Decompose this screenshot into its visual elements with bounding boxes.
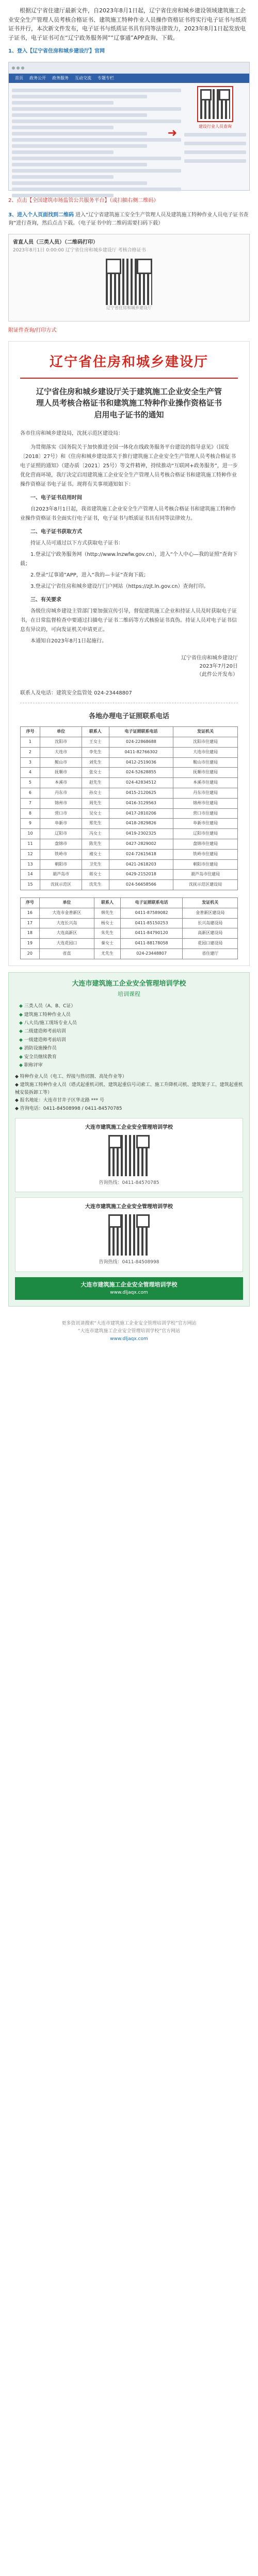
training-details xyxy=(15,1073,243,1112)
table-cell: 19 xyxy=(21,939,40,949)
document-url-item: 2.登录“辽事通”APP，进入“我的—卡证”查询下载； xyxy=(30,572,149,579)
step-3-text: 3、进入个人页面找到二维码 xyxy=(8,212,74,218)
table-cell: 周先生 xyxy=(82,798,109,808)
table-cell: 丹东市 xyxy=(40,788,82,799)
footer-url[interactable]: www.dljaqx.com xyxy=(110,1336,148,1342)
document-paragraph: 持证人员可通过以下方式获取电子证书： xyxy=(30,540,123,547)
red-link[interactable]: 附证件查询/打印方式 xyxy=(8,328,57,334)
table-row xyxy=(21,808,238,819)
table-cell: 蒋女士 xyxy=(82,870,109,880)
table-cell: 12 xyxy=(21,849,40,859)
table-row xyxy=(21,737,238,748)
table-cell: 大连高新区 xyxy=(39,928,94,939)
table-cell: 0415-2120625 xyxy=(109,788,173,799)
table-cell: 0411-88178058 xyxy=(120,939,183,949)
table-cell: 营口市住建局 xyxy=(173,808,238,819)
table-cell: 15 xyxy=(21,880,40,890)
table-cell: 0418-2829826 xyxy=(109,819,173,829)
table-row xyxy=(21,788,238,799)
table-cell: 抚顺市住建局 xyxy=(173,768,238,778)
website-label: 大连市建筑施工企业安全管理培训学校 xyxy=(80,1281,178,1288)
course-item: ◆ 建筑施工特种作业人员 xyxy=(19,1011,243,1019)
table-row xyxy=(21,928,238,939)
certificate-footer: 辽宁省住房和城乡建设厅 xyxy=(106,305,152,310)
table-row xyxy=(21,768,238,778)
course-item: ◆ 二级建造师考前培训 xyxy=(19,1028,243,1035)
table-cell: 秦女士 xyxy=(94,939,121,949)
table-cell: 抚顺市 xyxy=(40,768,82,778)
gov-news-column xyxy=(12,86,181,200)
table-row xyxy=(21,798,238,808)
qr-code-icon[interactable] xyxy=(108,1135,150,1176)
table-cell: 11 xyxy=(21,839,40,850)
qr-code-icon[interactable] xyxy=(106,259,152,305)
table-cell: 13 xyxy=(21,859,40,870)
training-detail: ◆ 咨询电话：0411-84508998 / 0411-84570785 xyxy=(15,1106,122,1111)
table-row xyxy=(21,839,238,850)
gov-tab[interactable]: 首页 xyxy=(15,75,23,80)
window-dot-icon xyxy=(17,66,20,70)
table-header: 联系人 xyxy=(94,898,121,908)
table-cell: 沈阳市 xyxy=(40,737,82,748)
table-header: 序号 xyxy=(21,727,40,737)
training-title: 大连市建筑施工企业安全管理培训学校 xyxy=(72,979,186,988)
table-title: 各地办理电子证照联系电话 xyxy=(88,713,169,721)
document-paragraph: 本通知自2023年8月1日起施行。 xyxy=(30,638,107,645)
document-header: 辽宁省住房和城乡建设厅 xyxy=(49,354,208,370)
gov-qr-highlight[interactable] xyxy=(197,86,233,122)
table-header: 单位 xyxy=(40,727,82,737)
table-cell: 024-52628855 xyxy=(109,768,173,778)
table-cell: 0412-2519036 xyxy=(109,757,173,768)
table-cell: 0427-2829002 xyxy=(109,839,173,850)
table-cell: 0411-87589082 xyxy=(120,908,183,918)
certificate-title: 省直人员（三类人员）（二维码打印） xyxy=(13,240,98,246)
step-2-link[interactable]: 2、点击【全国建筑市场监管公共服务平台】（或扫描右侧二维码） xyxy=(8,198,159,204)
document-date: 2023年7月20日 xyxy=(199,664,238,670)
document-paragraph: 为贯彻落实《国务院关于加快推进全国一体化在线政务服务平台建设的指导意见》（国发〔2018〕27号）和《住房和城乡建设部关于推行建筑施工企业安全生产管理人员考核合格证书电子证照的通知》（建办质〔2021〕25号）等文件精神，持续推动“互联网+政务服务”，进一步优化营商环境，我厅决定启用建筑施工企业安全生产管理人员考核合格证书和建筑施工特种作业操作资格证书电子证书。现将有关事项通知如下： xyxy=(20,445,238,488)
table-cell: 大连市 xyxy=(40,747,82,757)
table-row xyxy=(21,747,238,757)
document-heading: 三、有关要求 xyxy=(30,597,61,603)
table-cell: 本溪市 xyxy=(40,778,82,788)
table-header: 单位 xyxy=(39,898,94,908)
red-rule xyxy=(20,378,238,379)
website-banner[interactable] xyxy=(15,1277,243,1300)
course-item: ◆ 三类人员（A、B、C证） xyxy=(19,1003,243,1010)
table-cell: 0411-85150253 xyxy=(120,918,183,928)
table-cell: 刘先生 xyxy=(82,757,109,768)
document-paragraph: 各级住房城乡建设主管部门要加强宣传引导，督促建筑施工企业和持证人员及时获取电子证书，在日常监督检查中要通过扫描电子证书二维码等方式核验证书真伪。持证人员对电子证书信息有异议的，可向发证机关申请更正。 xyxy=(20,608,237,633)
document-addressee: 各市住房和城乡建设局，沈抚示范区建设局： xyxy=(20,431,123,437)
table-cell: 花园口建设局 xyxy=(183,939,238,949)
document-url-item: 3.登录辽宁省住房和城乡建设厅门户网站（https://zjt.ln.gov.cn）查询打印。 xyxy=(30,584,209,590)
table-cell: 锦州市住建局 xyxy=(173,798,238,808)
table-cell: 长兴岛建设局 xyxy=(183,918,238,928)
table-cell: 024-72615618 xyxy=(109,849,173,859)
table-row xyxy=(21,778,238,788)
certificate-subtitle: 2023年8月1日 0:00:00 辽宁省住房和城乡建设厅 考核合格证书 xyxy=(13,248,146,253)
table-cell: 朝阳市 xyxy=(40,859,82,870)
step-1-text: 1、登入【辽宁省住房和城乡建设厅】官网 xyxy=(8,48,105,55)
table-cell: 朝阳市住建局 xyxy=(173,859,238,870)
table-cell: 024-42834512 xyxy=(109,778,173,788)
school-card xyxy=(15,1197,243,1272)
course-list xyxy=(15,1003,243,1069)
school-name: 大连市建筑施工企业安全管理培训学校 xyxy=(85,1124,173,1130)
qr-code-icon[interactable] xyxy=(108,1214,150,1256)
table-cell: 褚女士 xyxy=(82,849,109,859)
table-cell: 高新区建设局 xyxy=(183,928,238,939)
table-cell: 大连长兴岛 xyxy=(39,918,94,928)
table-cell: 杨女士 xyxy=(94,918,121,928)
table-cell: 鞍山市住建局 xyxy=(173,757,238,768)
table-cell: 省直 xyxy=(39,949,94,959)
table-cell: 3 xyxy=(21,757,40,768)
table-cell: 10 xyxy=(21,829,40,839)
table-cell: 辽阳市住建局 xyxy=(173,829,238,839)
table-cell: 8 xyxy=(21,808,40,819)
gov-site-screenshot xyxy=(8,62,250,191)
table-cell: 陈先生 xyxy=(82,839,109,850)
contact-table xyxy=(20,726,238,890)
table-row xyxy=(21,880,238,890)
table-cell: 丹东市住建局 xyxy=(173,788,238,799)
table-cell: 4 xyxy=(21,768,40,778)
school-card xyxy=(15,1118,243,1192)
table-cell: 鞍山市 xyxy=(40,757,82,768)
training-detail: ◆ 特种作业人员（电工、焊接与热切割、高处作业等） xyxy=(15,1074,127,1080)
course-item: ◆ 八大员/施工现场专业人员 xyxy=(19,1020,243,1027)
table-cell: 大连市住建局 xyxy=(173,747,238,757)
training-subtitle: 培训课程 xyxy=(118,990,140,997)
gov-tab[interactable]: 专题专栏 xyxy=(98,75,114,80)
table-cell: 9 xyxy=(21,819,40,829)
school-name: 大连市建筑施工企业安全管理培训学校 xyxy=(85,1204,173,1210)
document-signature xyxy=(20,654,238,679)
document-heading: 二、电子证书获取方式 xyxy=(30,529,82,535)
table-header: 发证机关 xyxy=(173,727,238,737)
table-cell: 本溪市住建局 xyxy=(173,778,238,788)
table-cell: 0417-2810206 xyxy=(109,808,173,819)
table-row xyxy=(21,829,238,839)
table-cell: 沈抚示范区建设局 xyxy=(173,880,238,890)
table-row xyxy=(21,819,238,829)
step-3 xyxy=(0,208,258,231)
table-cell: 葫芦岛市 xyxy=(40,870,82,880)
table-cell: 冯女士 xyxy=(82,829,109,839)
official-document xyxy=(8,341,250,965)
contact-table-continued xyxy=(20,897,238,959)
course-item: ◆ 安全员继续教育 xyxy=(19,1054,243,1061)
table-cell: 6 xyxy=(21,788,40,799)
table-cell: 省住建厅 xyxy=(183,949,238,959)
table-cell: 0429-2152018 xyxy=(109,870,173,880)
table-cell: 孙女士 xyxy=(82,788,109,799)
table-cell: 大连市金普新区 xyxy=(39,908,94,918)
table-header: 发证机关 xyxy=(183,898,238,908)
gov-tab[interactable]: 政务服务 xyxy=(52,75,69,80)
table-row xyxy=(21,908,238,918)
footer-line: 更多资讯请搜索“大连市建筑施工企业安全管理培训学校”官方网站 xyxy=(61,1320,197,1326)
table-cell: 阜新市 xyxy=(40,819,82,829)
table-header: 联系人 xyxy=(82,727,109,737)
table-row xyxy=(21,859,238,870)
table-cell: 沈抚示范区 xyxy=(40,880,82,890)
table-cell: 铁岭市住建局 xyxy=(173,849,238,859)
table-row xyxy=(21,918,238,928)
table-cell: 20 xyxy=(21,949,40,959)
table-cell: 0411-84790120 xyxy=(120,928,183,939)
document-url-item: 1.登录辽宁政务服务网（http://www.lnzwfw.gov.cn），进入“个人中心—我的证照”查询下载； xyxy=(20,552,238,567)
table-header: 序号 xyxy=(21,898,40,908)
arrow-icon: ➜ xyxy=(167,127,177,140)
qr-code-icon xyxy=(200,89,230,119)
gov-content xyxy=(9,83,249,203)
table-cell: 吴女士 xyxy=(82,808,109,819)
certificate-preview xyxy=(8,234,250,321)
table-cell: 营口市 xyxy=(40,808,82,819)
gov-tab[interactable]: 互动交流 xyxy=(75,75,91,80)
table-cell: 郑先生 xyxy=(82,819,109,829)
table-row xyxy=(21,949,238,959)
course-item: ◆ 一级建造师考前培训 xyxy=(19,1037,243,1044)
intro-paragraph: 根据辽宁省住建厅最新文件，自2023年8月1日起，辽宁省住房和城乡建设领域建筑施工企业安全生产管理人员考核合格证书、建筑施工特种作业人员操作资格证书将实行电子证书与纸质证书并行，本次新文件发布，电子证书与纸质证书具有同等法律效力，2023年8月1日起发放电子证书，电子证书可在“辽宁政务服务网”“辽事通”APP查询、下载。 xyxy=(8,7,247,41)
document-note: （此件公开发布） xyxy=(197,672,238,678)
table-cell: 辽阳市 xyxy=(40,829,82,839)
table-cell: 1 xyxy=(21,737,40,748)
table-cell: 王女士 xyxy=(82,737,109,748)
table-row xyxy=(21,939,238,949)
school-phone: 咨询热线：0411-84508998 xyxy=(99,1260,159,1265)
table-header: 电子证照联系电话 xyxy=(109,727,173,737)
table-cell: 024-23448807 xyxy=(120,949,183,959)
table-cell: 朱先生 xyxy=(94,928,121,939)
table-cell: 盘锦市住建局 xyxy=(173,839,238,850)
table-cell: 盘锦市 xyxy=(40,839,82,850)
table-cell: 大连花园口 xyxy=(39,939,94,949)
website-url[interactable]: www.dljaqx.com xyxy=(110,1290,148,1296)
training-detail: ◆ 报名地址：大连市甘井子区华北路 *** 号 xyxy=(15,1098,105,1104)
table-cell: 5 xyxy=(21,778,40,788)
table-row xyxy=(21,757,238,768)
table-row xyxy=(21,870,238,880)
table-cell: 沈先生 xyxy=(82,880,109,890)
gov-sidebar xyxy=(184,86,246,200)
gov-qr-label: 建设行业人员查询 xyxy=(199,124,232,129)
table-cell: 李先生 xyxy=(82,747,109,757)
table-cell: 韩先生 xyxy=(94,908,121,918)
window-dot-icon xyxy=(12,66,15,70)
training-detail: ◆ 建筑施工特种作业人员（塔式起重机司机、建筑起重信号司索工、施工升降机司机、建筑架子工、建筑起重机械安装拆卸工等） xyxy=(15,1082,243,1095)
step-1 xyxy=(0,44,258,59)
table-cell: 16 xyxy=(21,908,40,918)
training-ad xyxy=(8,972,250,1307)
gov-tab[interactable]: 政务公开 xyxy=(29,75,46,80)
document-heading: 一、电子证书启用时间 xyxy=(30,495,82,501)
footer-line: “大连市建筑施工企业安全管理培训学校”官方网站 xyxy=(77,1328,181,1334)
table-cell: 铁岭市 xyxy=(40,849,82,859)
step-3-detail: 进入“辽宁省建筑施工安全生产管理人员及建筑施工特种作业人员电子证书查询”进行查询，然后点击下载。（电子证书中的二维码需要扫码下载） xyxy=(8,212,249,227)
gov-nav xyxy=(9,74,249,83)
table-cell: 卫先生 xyxy=(82,859,109,870)
table-cell: 尤先生 xyxy=(94,949,121,959)
table-cell: 0421-2618203 xyxy=(109,859,173,870)
table-row xyxy=(21,849,238,859)
table-cell: 赵先生 xyxy=(82,778,109,788)
table-cell: 锦州市 xyxy=(40,798,82,808)
table-cell: 0416-3129563 xyxy=(109,798,173,808)
table-cell: 金普新区建设局 xyxy=(183,908,238,918)
table-cell: 0411-82766302 xyxy=(109,747,173,757)
course-item: ◆ 职称评审 xyxy=(19,1062,243,1069)
school-phone: 咨询热线：0411-84570785 xyxy=(99,1180,159,1185)
course-item: ◆ 消防设施操作员 xyxy=(19,1045,243,1052)
window-dot-icon xyxy=(21,66,24,70)
table-cell: 葫芦岛市住建局 xyxy=(173,870,238,880)
table-cell: 024-22868688 xyxy=(109,737,173,748)
table-cell: 2 xyxy=(21,747,40,757)
table-header: 电子证照联系电话 xyxy=(120,898,183,908)
table-cell: 024-56658566 xyxy=(109,880,173,890)
table-cell: 阜新市住建局 xyxy=(173,819,238,829)
table-cell: 张女士 xyxy=(82,768,109,778)
document-title: 辽宁省住房和城乡建设厅关于建筑施工企业安全生产管理人员考核合格证书和建筑施工特种作业操作资格证书启用电子证书的通知 xyxy=(36,386,222,419)
table-cell: 14 xyxy=(21,870,40,880)
document-issuer: 辽宁省住房和城乡建设厅 xyxy=(181,655,238,662)
table-cell: 沈阳市住建局 xyxy=(173,737,238,748)
table-cell: 7 xyxy=(21,798,40,808)
table-cell: 17 xyxy=(21,918,40,928)
table-cell: 18 xyxy=(21,928,40,939)
document-paragraph: 自2023年8月1日起，我省建筑施工企业安全生产管理人员考核合格证书和建筑施工特种作业操作资格证书全面实行电子证书，电子证书与纸质证书具有同等法律效力。 xyxy=(20,506,236,522)
table-cell: 0419-2302325 xyxy=(109,829,173,839)
browser-bar xyxy=(9,62,249,74)
footer xyxy=(0,1313,258,1354)
document-contact: 联系人及电话：建筑安全监管处 024-23448807 xyxy=(20,690,132,697)
